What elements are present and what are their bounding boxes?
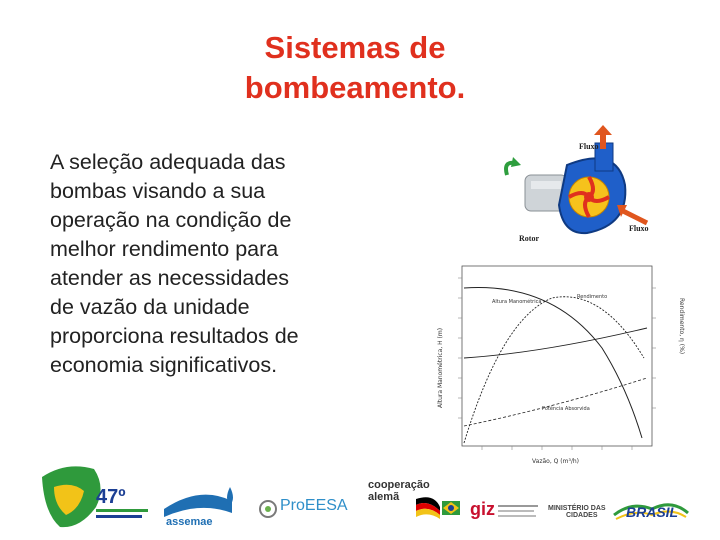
ylabel-left: Altura Manométrica, H (m) <box>437 327 444 408</box>
xlabel: Vazão, Q (m³/h) <box>532 458 580 465</box>
body-line: A seleção adequada das <box>50 150 286 174</box>
cooperacao-line1: cooperação <box>368 479 430 491</box>
title-line-2: bombeamento. <box>244 70 466 105</box>
germany-brazil-flags <box>416 493 460 521</box>
congress-logo <box>36 457 154 533</box>
label-potencia: Potência Absorvida <box>542 406 590 412</box>
brasil-logo <box>612 493 690 529</box>
body-line: economia significativos. <box>50 353 278 377</box>
ministerio-logo <box>548 505 608 529</box>
assemae-logo <box>160 483 240 527</box>
body-line: proporciona resultados de <box>50 324 299 348</box>
pump-illustration <box>497 125 657 250</box>
congress-number: 47º <box>96 486 126 508</box>
body-line: de vazão da unidade <box>50 295 250 319</box>
body-line: atender as necessidades <box>50 266 290 290</box>
ministerio-line2: CIDADES <box>566 512 598 519</box>
flow-label-top: Fluxo <box>579 142 599 151</box>
pump-curves-figure <box>432 258 687 466</box>
label-rendimento: Rendimento <box>577 294 608 300</box>
slide-title <box>200 28 510 108</box>
body-line: operação na condição de <box>50 208 292 232</box>
proeesa-logo <box>258 495 350 529</box>
assemae-text: assemae <box>166 516 213 527</box>
title-line-1: Sistemas de <box>264 30 446 65</box>
label-altura: Altura Manométrica <box>492 299 542 305</box>
body-line: bombas visando a sua <box>50 179 266 203</box>
cooperacao-line2: alemã <box>368 491 400 503</box>
ylabel-right: Rendimento, η (%) <box>678 298 685 355</box>
cooperacao-logo <box>368 477 460 531</box>
proeesa-icon <box>258 499 278 519</box>
body-line: melhor rendimento para <box>50 237 279 261</box>
proeesa-text: ProEESA <box>280 497 348 514</box>
ministerio-line1: MINISTÉRIO DAS <box>548 505 606 512</box>
body-paragraph <box>50 148 390 380</box>
giz-logo <box>470 499 540 529</box>
flow-label-right: Fluxo <box>629 224 649 233</box>
giz-text: giz <box>470 499 495 519</box>
brasil-text: BRASIL <box>626 504 679 520</box>
rotor-label: Rotor <box>519 234 539 243</box>
flow-up-arrow-icon <box>594 125 612 135</box>
logo-strip <box>0 455 720 540</box>
